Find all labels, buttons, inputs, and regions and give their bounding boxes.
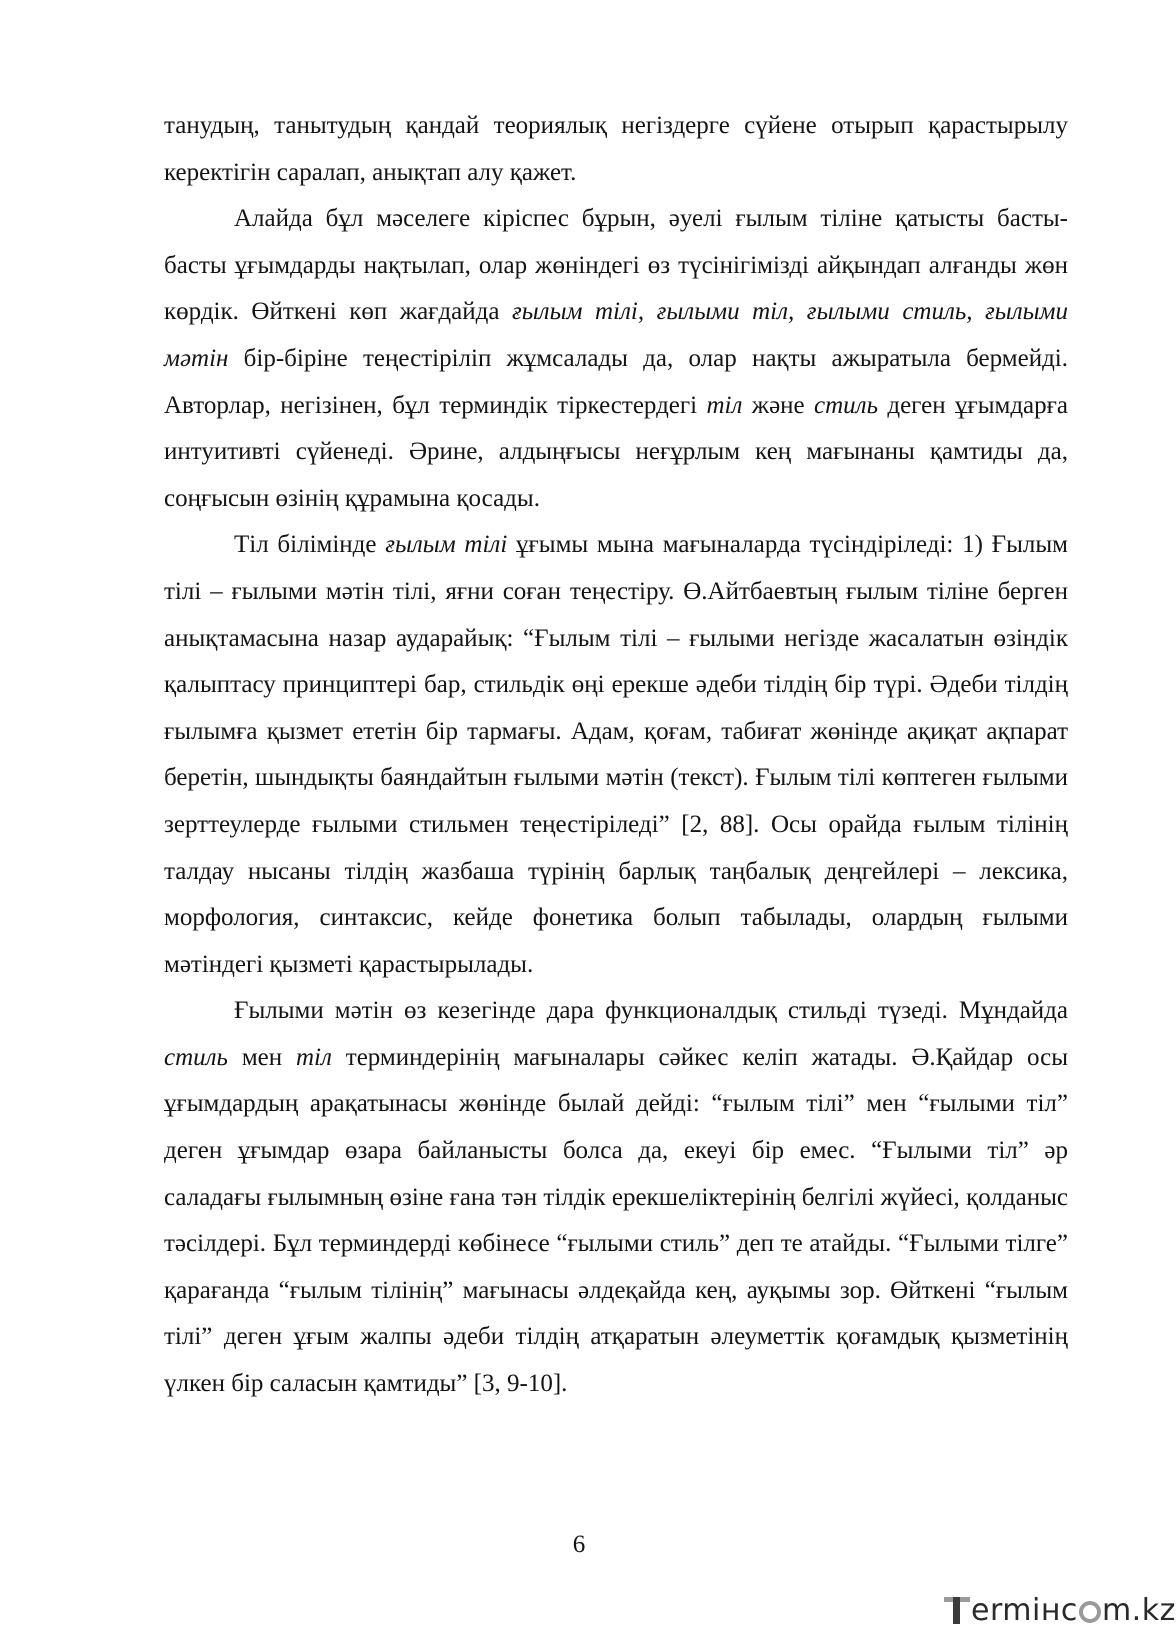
paragraph-2-seg-1: Алайда бұл мәселеге кіріспес бұрын, әуелі ғылым тіліне қатысты басты-басты ұғымдарды нақтылап, олар жөніндегі өз түсінігімізді айқындап алғанды жөн көрдік. Өйткені көп жағдайда	[164, 205, 1068, 326]
paragraph-3	[164, 522, 1068, 988]
paragraph-4-seg-1: Ғылыми мәтін өз кезегінде дара функционалдық стильді түзеді. Мұндайда	[234, 997, 1068, 1025]
paragraph-2-seg-5: және	[742, 391, 815, 419]
watermark-prefix: ermінс	[971, 1592, 1078, 1628]
paragraph-4	[164, 988, 1068, 1407]
paragraph-4-seg-5: терминдерінің мағыналары сәйкес келіп жатады. Ә.Қайдар осы ұғымдардың арақатынасы жөнінде былай дейді: “ғылым тілі” мен “ғылыми тіл” деген ұғымдар өзара байланысты болса да, екеуі бір емес. “Ғылыми тіл” әр саладағы ғылымның өзіне ғана тән тілдік ерекшеліктерінің белгілі жүйесі, қолданыс тәсілдері. Бұл терминдерді көбінесе “ғылыми стиль” деп те атайды. “Ғылыми тілге” қарағанда “ғылым тілінің” мағынасы әлдеқайда кең, ауқымы зор. Өйткені “ғылым тілі” деген ұғым жалпы әдеби тілдің атқаратын әлеуметтік қоғамдық қызметінің үлкен бір саласын қамтиды” [3, 9-10].	[164, 1043, 1068, 1398]
paragraph-2-term-list: ғылым тілі, ғылыми тіл, ғылыми стиль, ғылыми мәтін	[164, 298, 1069, 372]
termincom-watermark	[944, 1592, 1176, 1628]
paragraph-2-seg-7: деген ұғымдарға интуитивті сүйенеді. Әрине, алдыңғысы неғұрлым кең мағынаны қамтиды да, соңғысын өзінің құрамына қосады.	[164, 391, 1068, 512]
paragraph-3-term-gylym-tili: ғылым тілі	[385, 531, 508, 559]
body-text	[164, 103, 1068, 1408]
paragraph-2	[164, 196, 1068, 522]
page-number: 6	[572, 1531, 586, 1558]
paragraph-1	[164, 103, 1068, 196]
paragraph-3-seg-3: ұғымы мына мағыналарда түсіндіріледі: 1) Ғылым тілі – ғылыми мәтін тілі, яғни соған теңестіру. Ө.Айтбаевтың ғылым тіліне берген анықтамасына назар аударайық: “Ғылым тілі – ғылыми негізде жасалатын өзіндік қалыптасу принциптері бар, стильдік өңі ерекше әдеби тілдің бір түрі. Әдеби тілдің ғылымға қызмет ететін бір тармағы. Адам, қоғам, табиғат жөнінде ақиқат ақпарат беретін, шындықты баяндайтын ғылыми мәтін (текст). Ғылым тілі көптеген ғылыми зерттеулерде ғылыми стильмен теңестіріледі” [2, 88]. Осы орайда ғылым тілінің талдау нысаны тілдің жазбаша түрінің барлық таңбалық деңгейлері – лексика, морфология, синтаксис, кейде фонетика болып табылады, олардың ғылыми мәтіндегі қызметі қарастырылады.	[164, 531, 1068, 978]
paragraph-2-term-til: тіл	[706, 391, 743, 419]
watermark-o-ring-icon	[1079, 1601, 1101, 1623]
paragraph-4-seg-3: мен	[227, 1043, 296, 1071]
watermark-suffix: m.kz	[1101, 1592, 1176, 1628]
paragraph-4-term-stil: стиль	[164, 1043, 228, 1071]
paragraph-1-text: танудың, танытудың қандай теориялық негіздерге сүйене отырып қарастырылу керектігін саралап, анықтап алу қажет.	[164, 112, 1068, 186]
paragraph-3-seg-1: Тіл білімінде	[234, 531, 386, 559]
watermark-t-logo-icon	[944, 1594, 970, 1626]
paragraph-2-seg-3: бір-біріне теңестіріліп жұмсалады да, олар нақты ажыратыла бермейді. Авторлар, негізінен, бұл терминдік тіркестердегі	[164, 344, 1068, 419]
paragraph-2-term-stil: стиль	[814, 391, 878, 419]
paragraph-4-term-til: тіл	[295, 1043, 332, 1071]
